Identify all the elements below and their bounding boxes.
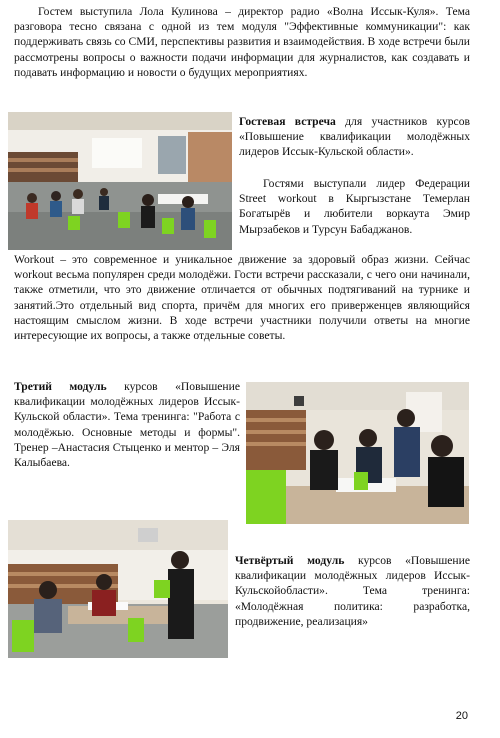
photo-training-hall (8, 112, 232, 250)
fourth-module-text: курсов «Повышение квалификации молодёжных лидеров Иссык-Кульскойобласти». Тема тренинга: «Молодёжная политика: разработка, продвижение, реализация» (235, 554, 470, 628)
photo-group-discussion-image (246, 382, 469, 524)
third-module-text: курсов «Повышение квалификации молодёжных лидеров Иссык-Кульской области». Тема тренинга: "Работа с молодёжью. Основные методы и формы". Тренер –Анастасия Стыценко и ментор – Эля Калыбаева. (14, 380, 240, 470)
workout-paragraph: Workout – это современное и уникальное движение за здоровый образ жизни. Сейчас workout весьма популярен среди молодёжи. Гости встречи рассказали, с чего они начинали, также отметили, что это движение отличается от обычных подтягиваний на турнике и занятий.Это отдельный вид спорта, причём для многих его приверженцев являющийся настоящим смыслом жизни. В ходе встречи участники получили ответы на многие интересующие их вопросы, а также отдельные советы. (14, 253, 470, 343)
guest-meeting-intro (239, 114, 470, 160)
guest-meeting-guests: Гостями выступали лидер Федерации Street workout в Кыргызстане Темерлан Богатырёв и любители воркаута Эмир Мырзабеков и Турсун Бабаджанов. (239, 177, 470, 236)
third-module-paragraph (14, 379, 240, 470)
fourth-module-heading: Четвёртый модуль (235, 554, 345, 567)
fourth-module-paragraph (235, 553, 470, 629)
page-number: 20 (455, 710, 468, 722)
photo-group-discussion (246, 382, 469, 524)
third-module-heading: Третий модуль (14, 380, 107, 393)
photo-training-hall-image (8, 112, 232, 250)
photo-students-desks (8, 520, 228, 658)
guest-meeting-heading: Гостевая встреча (239, 115, 336, 128)
photo-students-desks-image (8, 520, 228, 658)
guest-meeting-text: для участников курсов «Повышение квалификации молодёжных лидеров Иссык-Кульской области». (239, 115, 470, 159)
intro-paragraph: Гостем выступила Лола Кулинова – директор радио «Волна Иссык-Куля». Тема разговора тесно связана с одной из тем модуля "Эффективные коммуникации": как поддерживать связь со СМИ, перспективы развития и взаимодействия. В ходе встречи были рассмотрены вопросы о важности подачи информации для журналистов, как создавать и подавать информацию и новости о будущих мероприятиях. (14, 5, 470, 79)
